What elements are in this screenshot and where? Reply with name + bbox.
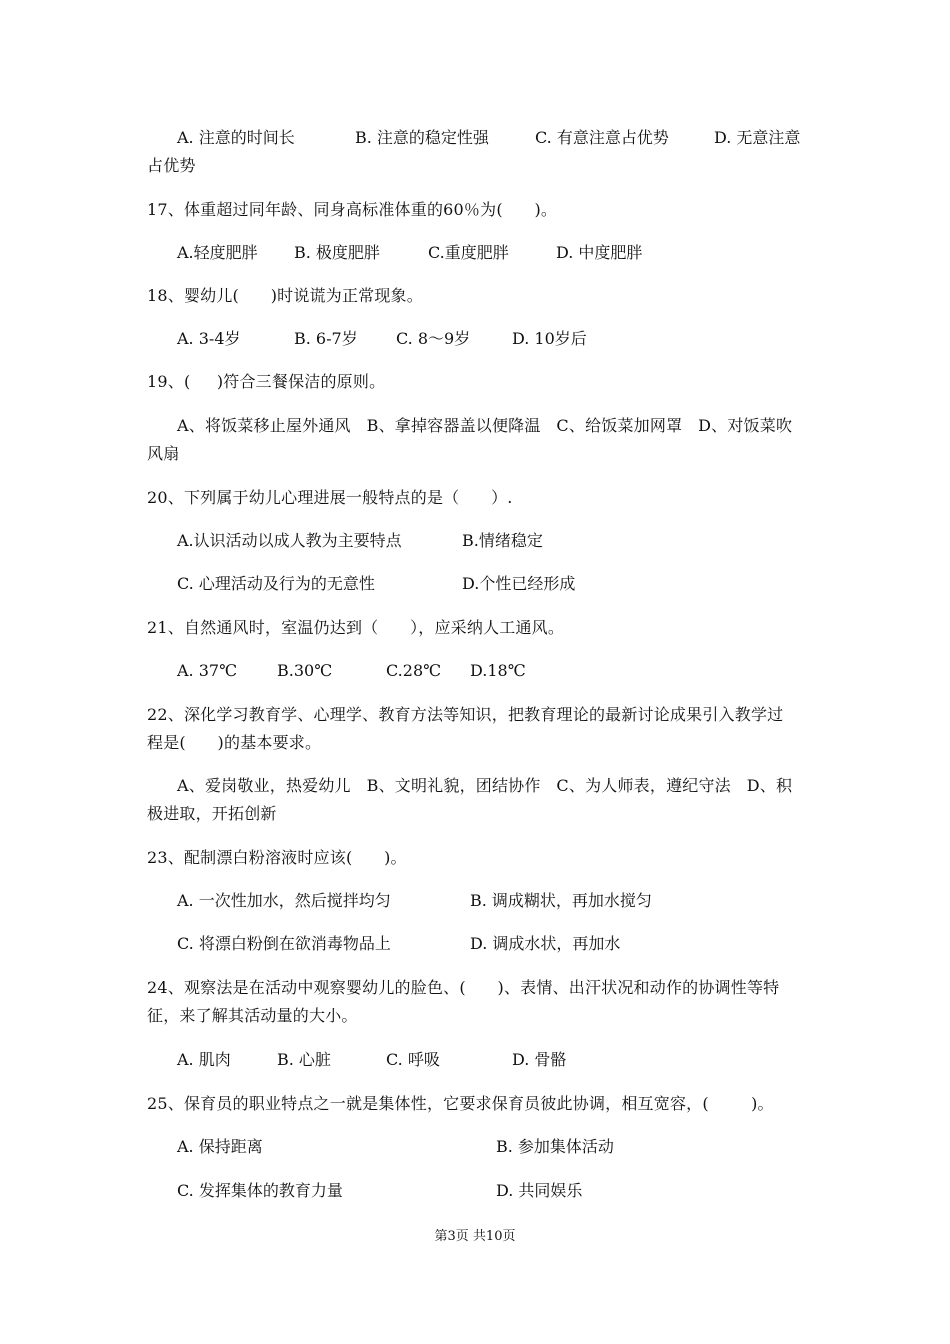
q16-option-c: C. 有意注意占优势 (535, 128, 669, 147)
q21-option-a: A. 37℃ (177, 661, 237, 680)
q18-option-b: B. 6-7岁 (294, 329, 358, 348)
page-number-footer: 第3页 共10页 (434, 1229, 516, 1244)
question-19: 19、( )符合三餐保洁的原则。 (147, 372, 386, 391)
q25-option-b: B. 参加集体活动 (496, 1137, 614, 1156)
q21-option-d: D.18℃ (470, 661, 526, 680)
q20-option-d: D.个性已经形成 (462, 574, 576, 593)
q25-option-a: A. 保持距离 (177, 1137, 263, 1156)
q20-option-c: C. 心理活动及行为的无意性 (177, 574, 375, 593)
q24-option-d: D. 骨骼 (512, 1050, 567, 1069)
q20-option-b: B.情绪稳定 (462, 531, 543, 550)
q19-options-continued: 风扇 (147, 444, 180, 463)
q18-option-d: D. 10岁后 (512, 329, 587, 348)
q17-option-d: D. 中度肥胖 (556, 243, 643, 262)
question-22: 22、深化学习教育学、心理学、教育方法等知识，把教育理论的最新讨论成果引入教学过 (147, 705, 784, 724)
q23-option-c: C. 将漂白粉倒在欲消毒物品上 (177, 934, 391, 953)
question-17: 17、体重超过同年龄、同身高标准体重的60％为( )。 (147, 200, 558, 219)
question-24: 24、观察法是在活动中观察婴幼儿的脸色、( )、表情、出汗状况和动作的协调性等特 (147, 978, 780, 997)
q16-options-continued: 占优势 (147, 156, 196, 175)
q25-option-d: D. 共同娱乐 (496, 1181, 583, 1200)
question-22-continued: 程是( )的基本要求。 (147, 733, 322, 752)
q22-options-continued: 极进取，开拓创新 (147, 804, 277, 823)
q17-option-c: C.重度肥胖 (428, 243, 509, 262)
q21-option-c: C.28℃ (386, 661, 442, 680)
q17-option-a: A.轻度肥胖 (177, 243, 258, 262)
q21-option-b: B.30℃ (277, 661, 333, 680)
q20-option-a: A.认识活动以成人教为主要特点 (177, 531, 402, 550)
q23-option-d: D. 调成水状，再加水 (470, 934, 621, 953)
q19-options: A、将饭菜移止屋外通风 B、拿掉容器盖以便降温 C、给饭菜加网罩 D、对饭菜吹 (177, 416, 793, 435)
q24-option-b: B. 心脏 (277, 1050, 331, 1069)
q24-option-a: A. 肌肉 (177, 1050, 231, 1069)
question-25: 25、保育员的职业特点之一就是集体性，它要求保育员彼此协调，相互宽容，( )。 (147, 1094, 774, 1113)
q16-option-d: D. 无意注意 (714, 128, 801, 147)
q18-option-c: C. 8～9岁 (396, 329, 471, 348)
question-23: 23、配制漂白粉溶液时应该( )。 (147, 848, 407, 867)
question-24-continued: 征，来了解其活动量的大小。 (147, 1006, 358, 1025)
q24-option-c: C. 呼吸 (386, 1050, 440, 1069)
question-20: 20、下列属于幼儿心理进展一般特点的是（ ）. (147, 488, 513, 507)
q23-option-a: A. 一次性加水，然后搅拌均匀 (177, 891, 391, 910)
q25-option-c: C. 发挥集体的教育力量 (177, 1181, 343, 1200)
q16-option-a: A. 注意的时间长 (177, 128, 295, 147)
question-21: 21、自然通风时，室温仍达到（ ），应采纳人工通风。 (147, 618, 565, 637)
q22-options: A、爱岗敬业，热爱幼儿 B、文明礼貌，团结协作 C、为人师表，遵纪守法 D、积 (177, 776, 793, 795)
q18-option-a: A. 3-4岁 (177, 329, 241, 348)
question-18: 18、婴幼儿( )时说谎为正常现象。 (147, 286, 423, 305)
q23-option-b: B. 调成糊状，再加水搅匀 (470, 891, 652, 910)
q17-option-b: B. 极度肥胖 (294, 243, 380, 262)
q16-option-b: B. 注意的稳定性强 (355, 128, 489, 147)
